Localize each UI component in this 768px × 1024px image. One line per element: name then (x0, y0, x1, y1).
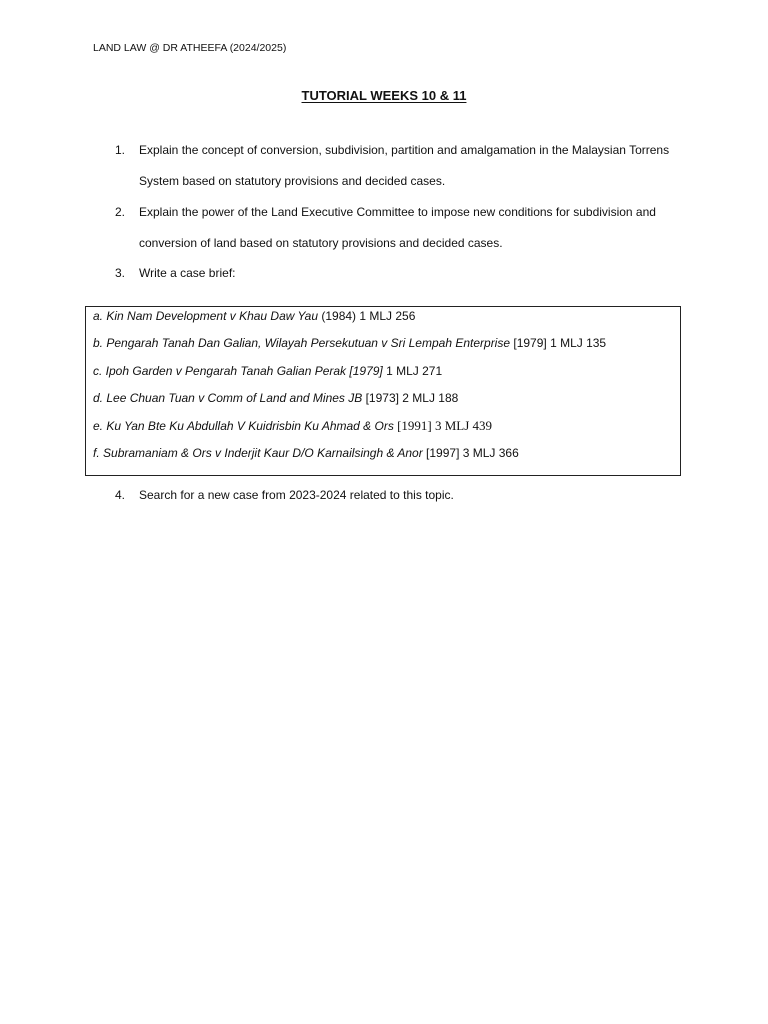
question-text-line: conversion of land based on statutory provisions and decided cases. (139, 236, 503, 250)
case-prefix: f. (93, 446, 104, 460)
case-citation: 1 MLJ 271 (382, 364, 443, 378)
page-title: TUTORIAL WEEKS 10 & 11 (301, 88, 467, 103)
case-citation: [1979] 1 MLJ 135 (510, 336, 607, 350)
question-text-line: System based on statutory provisions and decided cases. (139, 174, 446, 188)
case-item-b (93, 336, 606, 350)
case-prefix: c. (93, 364, 106, 378)
question-number: 3. (115, 266, 126, 280)
case-prefix: a. (93, 309, 107, 323)
case-item-c (93, 364, 442, 378)
question-text-line: Search for a new case from 2023-2024 related to this topic. (139, 488, 454, 502)
case-name: Lee Chuan Tuan v Comm of Land and Mines JB (106, 391, 363, 405)
question-number: 2. (115, 205, 126, 219)
question-text-line: Write a case brief: (139, 266, 236, 280)
question-text-line: Explain the power of the Land Executive Committee to impose new conditions for subdivision and (139, 205, 656, 219)
case-citation: [1997] 3 MLJ 366 (422, 446, 519, 460)
question-number: 1. (115, 143, 126, 157)
running-header: LAND LAW @ DR ATHEEFA (2024/2025) (93, 42, 287, 54)
case-name: Kin Nam Development v Khau Daw Yau (106, 309, 319, 323)
case-item-a (93, 309, 415, 323)
case-name: Subramaniam & Ors v Inderjit Kaur D/O Karnailsingh & Anor (103, 446, 423, 460)
case-citation: [1973] 2 MLJ 188 (362, 391, 459, 405)
case-item-e (93, 418, 492, 434)
case-name: Ipoh Garden v Pengarah Tanah Galian Perak [1979] (105, 364, 383, 378)
question-number: 4. (115, 488, 126, 502)
case-item-f (93, 446, 519, 460)
question-text-line: Explain the concept of conversion, subdivision, partition and amalgamation in the Malaysian Torrens (139, 143, 670, 157)
case-item-d (93, 391, 458, 405)
case-prefix: e. (93, 419, 107, 433)
case-name: Ku Yan Bte Ku Abdullah V Kuidrisbin Ku Ahmad & Ors (106, 419, 394, 433)
case-prefix: d. (93, 391, 107, 405)
case-citation: (1984) 1 MLJ 256 (318, 309, 416, 323)
case-list-box (85, 306, 681, 476)
case-name: Pengarah Tanah Dan Galian, Wilayah Persekutuan v Sri Lempah Enterprise (106, 336, 511, 350)
case-prefix: b. (93, 336, 107, 350)
case-citation: [1991] 3 MLJ 439 (393, 418, 493, 433)
